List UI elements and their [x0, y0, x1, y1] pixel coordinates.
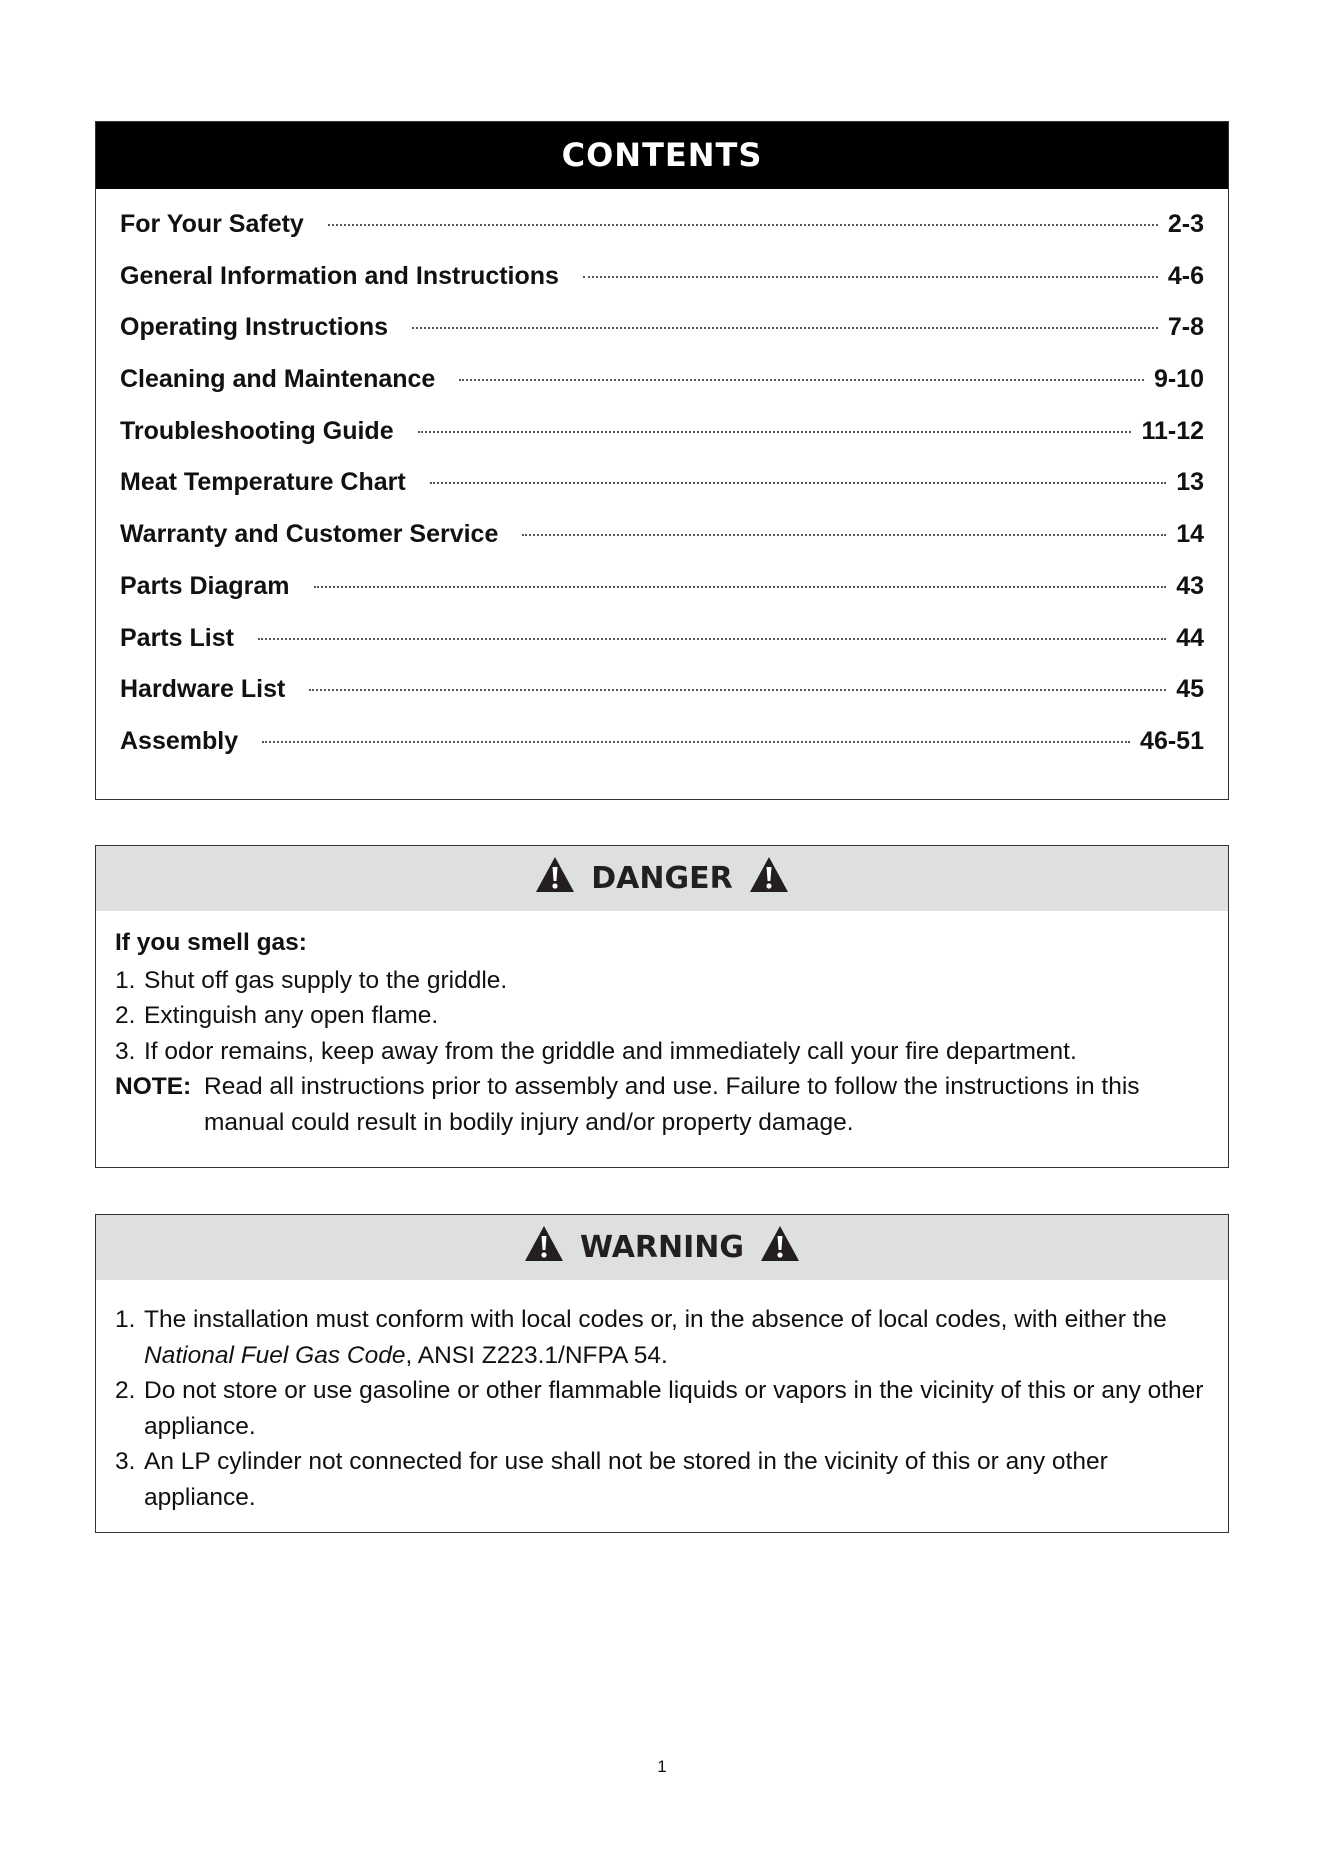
toc-entry-title: Parts Diagram — [120, 571, 290, 600]
toc-entry-pages: 43 — [1176, 571, 1204, 600]
toc-leader-dots — [459, 379, 1144, 381]
list-number: 1. — [115, 1306, 136, 1333]
warning-triangle-icon — [524, 1225, 564, 1263]
toc-entry-pages: 45 — [1176, 675, 1204, 704]
toc-list — [120, 210, 1204, 779]
warning-list-item — [115, 1373, 1210, 1444]
contents-box — [95, 121, 1229, 800]
danger-header — [96, 846, 1228, 911]
danger-lead: If you smell gas: — [115, 929, 307, 956]
toc-leader-dots — [412, 327, 1158, 329]
toc-entry-pages: 46-51 — [1140, 726, 1204, 755]
toc-entry — [120, 520, 1204, 572]
toc-entry-pages: 13 — [1176, 468, 1204, 497]
list-text: Extinguish any open flame. — [144, 1002, 439, 1029]
page-number: 1 — [657, 1757, 667, 1776]
list-number: 3. — [115, 1037, 136, 1065]
toc-entry — [120, 468, 1204, 520]
warning-header — [96, 1215, 1228, 1280]
contents-heading: CONTENTS — [96, 122, 1228, 189]
warning-box — [95, 1214, 1229, 1533]
toc-leader-dots — [418, 431, 1132, 433]
danger-list-item — [115, 1034, 1210, 1070]
toc-entry-pages: 7-8 — [1167, 313, 1204, 342]
list-number: 1. — [115, 966, 136, 994]
toc-leader-dots — [583, 276, 1158, 278]
toc-entry — [120, 675, 1204, 727]
list-number: 3. — [115, 1448, 136, 1475]
warning-triangle-icon — [749, 856, 789, 894]
list-number: 2. — [115, 1377, 136, 1404]
warning-title: WARNING — [579, 1230, 745, 1265]
danger-list-item — [115, 963, 1210, 999]
toc-entry-title: Troubleshooting Guide — [120, 416, 394, 445]
list-text: The installation must conform with local codes or, in the absence of local codes, with either the — [144, 1306, 1167, 1333]
note-text: Read all instructions prior to assembly and use. Failure to follow the instructions in this manual could result in bodily injury and/or property damage. — [204, 1073, 1140, 1136]
toc-entry-title: Meat Temperature Chart — [120, 468, 406, 497]
list-text: If odor remains, keep away from the griddle and immediately call your fire department. — [144, 1037, 1077, 1065]
toc-entry — [120, 365, 1204, 417]
warning-triangle-icon — [760, 1225, 800, 1263]
danger-body — [96, 911, 1228, 1140]
toc-leader-dots — [430, 482, 1166, 484]
toc-entry — [120, 313, 1204, 365]
toc-entry — [120, 727, 1204, 779]
list-text: Do not store or use gasoline or other flammable liquids or vapors in the vicinity of this or any other appliance. — [144, 1377, 1204, 1440]
danger-title: DANGER — [591, 861, 733, 896]
warning-list-item — [115, 1302, 1210, 1373]
danger-note — [115, 1069, 1210, 1140]
toc-entry-title: Warranty and Customer Service — [120, 520, 499, 549]
toc-entry — [120, 417, 1204, 469]
warning-body — [96, 1280, 1228, 1515]
toc-entry-title: For Your Safety — [120, 210, 304, 238]
toc-entry — [120, 262, 1204, 314]
toc-leader-dots — [309, 689, 1166, 691]
toc-leader-dots — [522, 534, 1166, 536]
toc-entry-title: Operating Instructions — [120, 313, 389, 342]
list-text: An LP cylinder not connected for use shall not be stored in the vicinity of this or any other appliance. — [144, 1448, 1108, 1511]
danger-box — [95, 845, 1229, 1168]
toc-leader-dots — [328, 224, 1158, 226]
toc-entry-pages: 4-6 — [1167, 261, 1204, 290]
toc-entry-pages: 14 — [1176, 520, 1204, 549]
toc-entry-pages: 9-10 — [1153, 365, 1204, 394]
toc-entry — [120, 210, 1204, 262]
toc-entry-title: Parts List — [120, 623, 234, 652]
toc-entry-pages: 11-12 — [1141, 416, 1204, 445]
toc-leader-dots — [258, 638, 1166, 640]
toc-entry-title: Hardware List — [120, 675, 286, 704]
toc-entry — [120, 572, 1204, 624]
toc-entry-title: General Information and Instructions — [120, 261, 559, 290]
toc-entry-title: Cleaning and Maintenance — [120, 365, 436, 394]
toc-leader-dots — [314, 586, 1167, 588]
warning-triangle-icon — [535, 856, 575, 894]
list-number: 2. — [115, 1002, 136, 1029]
toc-leader-dots — [262, 741, 1130, 743]
list-text: , ANSI Z223.1/NFPA 54. — [405, 1341, 668, 1369]
list-text-italic: National Fuel Gas Code — [144, 1341, 406, 1369]
toc-entry-pages: 2-3 — [1167, 210, 1204, 238]
toc-entry-pages: 44 — [1176, 623, 1204, 652]
warning-list-item — [115, 1444, 1210, 1515]
toc-entry — [120, 624, 1204, 676]
note-label: NOTE: — [115, 1073, 192, 1100]
toc-entry-title: Assembly — [120, 726, 239, 755]
danger-list-item — [115, 998, 1210, 1034]
list-text: Shut off gas supply to the griddle. — [144, 966, 508, 994]
